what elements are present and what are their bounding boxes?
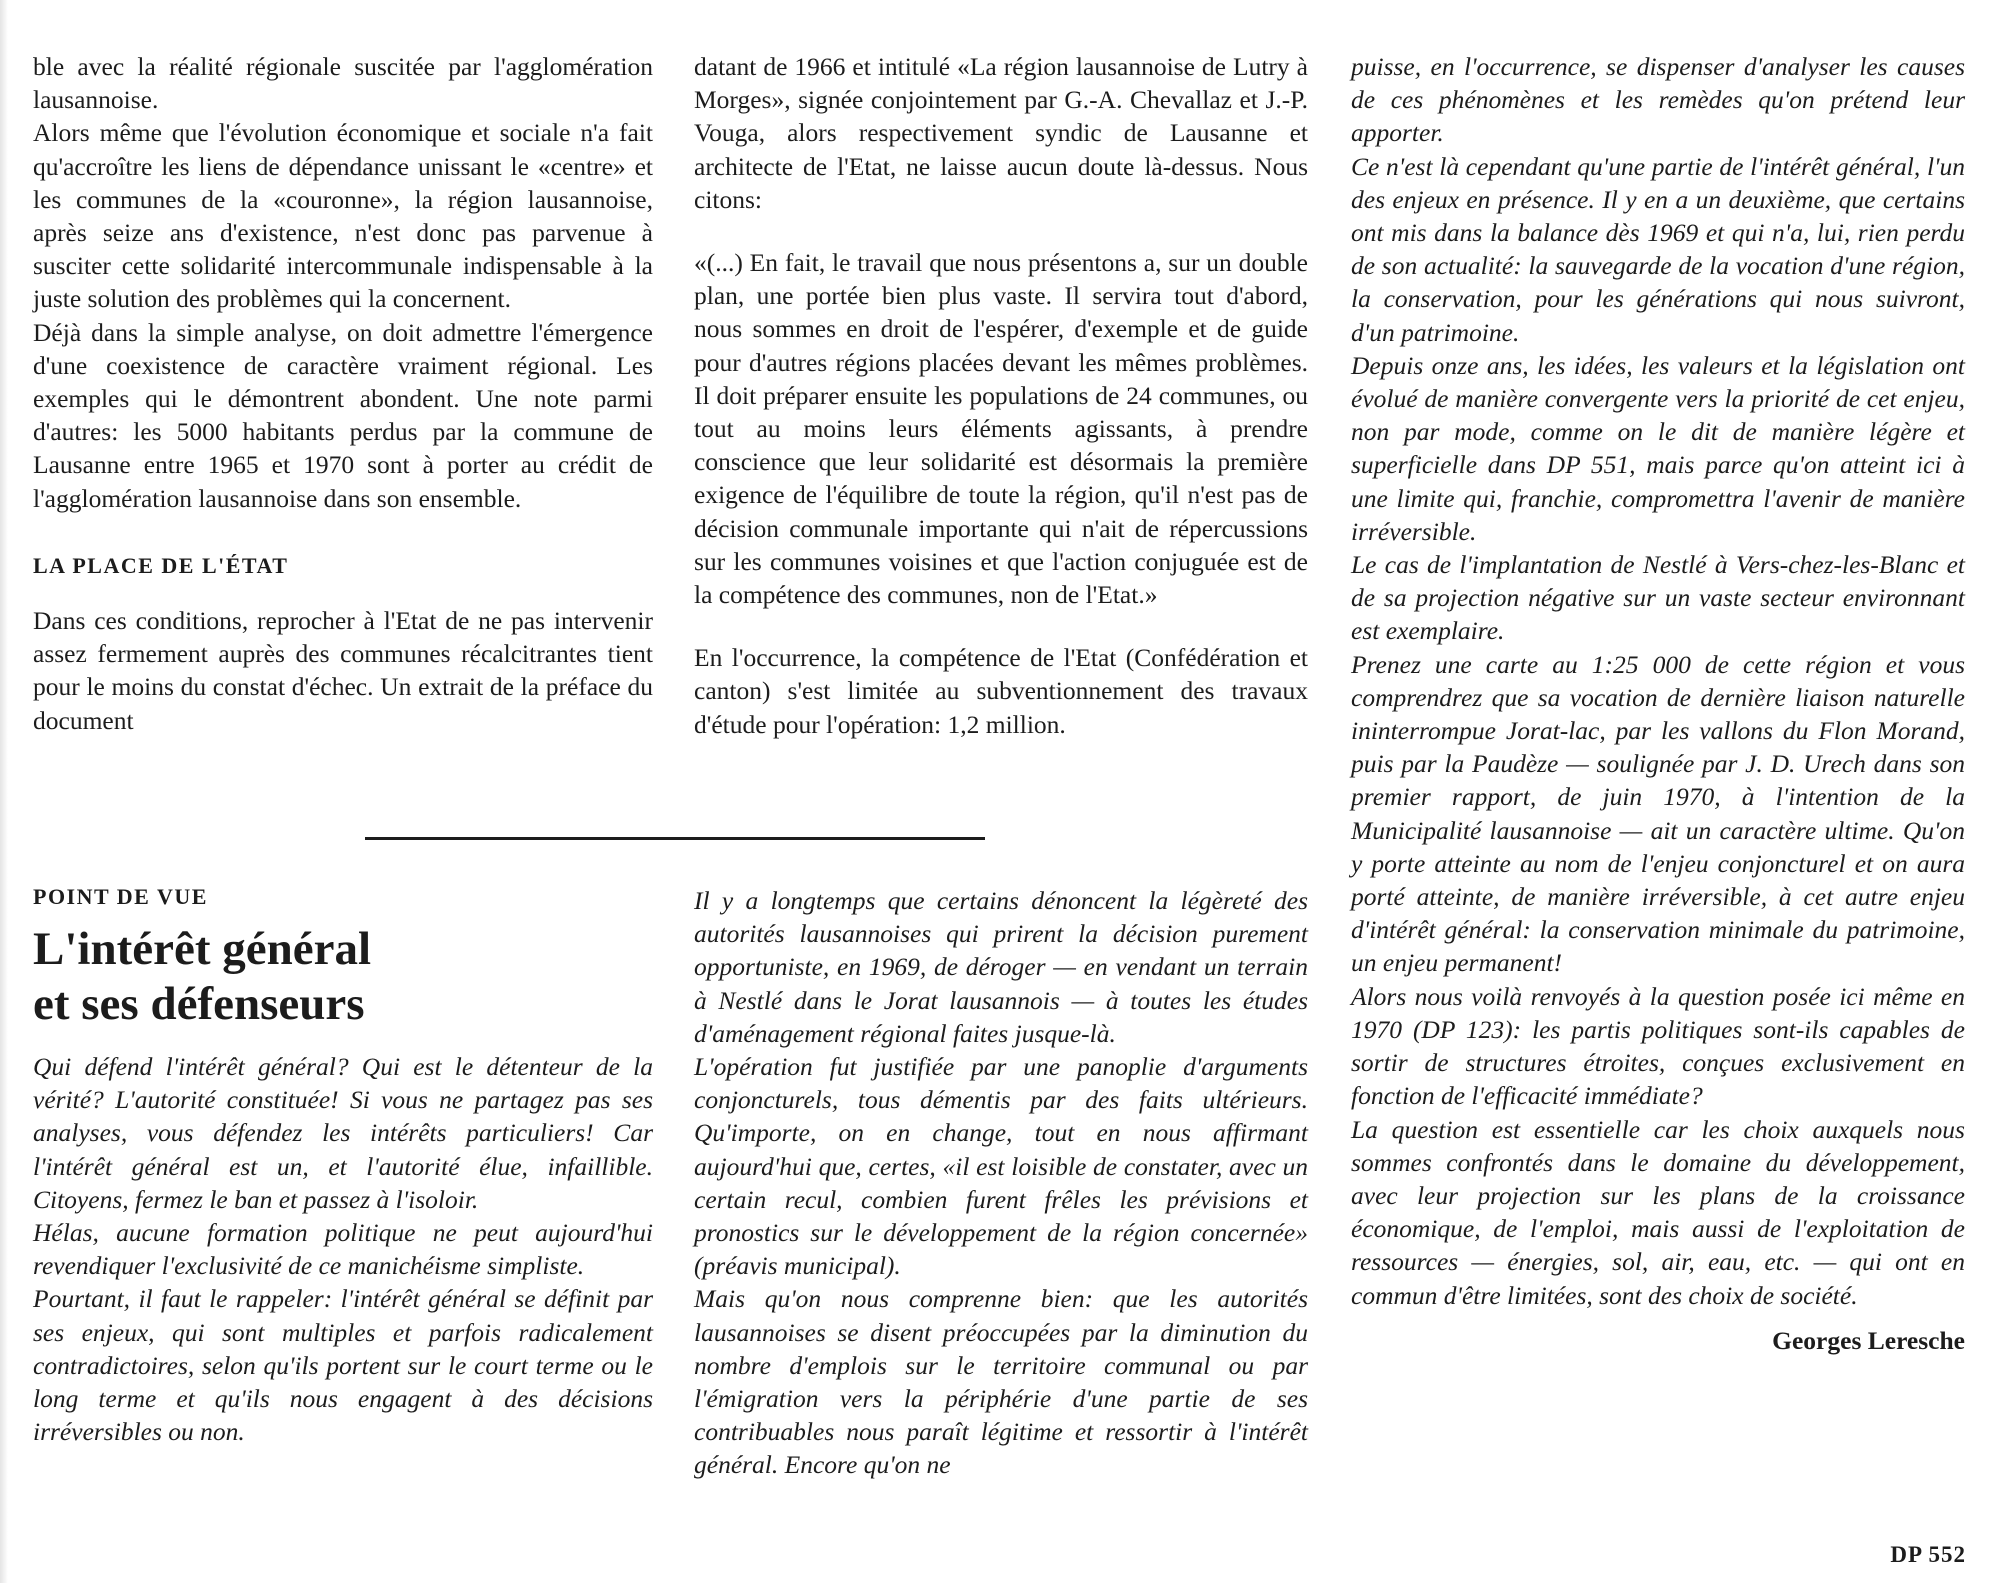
paragraph: datant de 1966 et intitulé «La région lausannoise de Lutry à Morges», signée conjointement par G.-A. Chevallaz et J.-P. Vouga, alors respectivement syndic de Lausanne et architecte de l'Etat, ne laisse aucun doute là-dessus. Nous citons: [694,52,1308,214]
title-line: et ses défenseurs [33,978,365,1030]
paragraph: Pourtant, il faut le rappeler: l'intérêt général se définit par ses enjeux, qui sont multiples et parfois radicalement contradictoires, selon qu'ils portent sur le court terme ou le long terme et qu'ils nous engagent à des décisions irréversibles ou non. [33,1284,653,1447]
title-line: L'intérêt général [33,923,372,975]
paragraph: Qui défend l'intérêt général? Qui est le détenteur de la vérité? L'autorité constituée! Si vous ne partagez pas ses analyses, vous défendez les intérêts particuliers! Car l'intérêt général est un, et l'autorité élue, infaillible. Citoyens, fermez le ban et passez à l'isoloir. [33,1052,653,1214]
page-edge-shadow [0,0,8,1583]
top-column-1 [33,50,653,737]
paragraph: Mais qu'on nous comprenne bien: que les autorités lausannoises se disent préoccupées par la diminution du nombre d'emplois sur le territoire communal ou par l'émigration vers la périphérie d'une partie de ses contribuables nous paraît légitime et ressortir à l'intérêt général. Encore qu'on ne [694,1284,1308,1480]
paragraph: Déjà dans la simple analyse, on doit admettre l'émergence d'une coexistence de caractère vraiment régional. Les exemples qui le démontrent abondent. Une note parmi d'autres: les 5000 habitants perdus par la commune de Lausanne entre 1965 et 1970 sont à porter au crédit de l'agglomération lausannoise dans son ensemble. [33,317,653,513]
top-column-2 [694,50,1308,741]
article-column-2 [694,884,1308,1482]
paragraph: Hélas, aucune formation politique ne peut aujourd'hui revendiquer l'exclusivité de ce manichéisme simpliste. [33,1218,653,1281]
article-column-3 [1351,50,1965,1357]
paragraph: Depuis onze ans, les idées, les valeurs et la législation ont évolué de manière convergente vers la priorité de cet enjeu, non par mode, comme on le dit de manière légère et superficielle dans DP 551, mais parce qu'on atteint ici à une limite qui, franchie, compromettra l'avenir de manière irréversible. [1351,350,1965,546]
paragraph: Il y a longtemps que certains dénoncent la légèreté des autorités lausannoises qui prirent la décision purement opportuniste, en 1969, de déroger — en vendant un terrain à Nestlé dans le Jorat lausannois — à toutes les études d'aménagement régional faites jusque-là. [694,886,1308,1048]
article-title [33,922,673,1032]
paragraph: ble avec la réalité régionale suscitée par l'agglomération lausannoise. [33,52,653,115]
quotation: «(...) En fait, le travail que nous présentons a, sur un double plan, une portée bien plus vaste. Il servira tout d'abord, nous sommes en droit de l'espérer, d'exemple et de guide pour d'autres régions placées devant les mêmes problèmes. Il doit préparer ensuite les populations de 24 communes, ou tout au moins leurs éléments agissants, à prendre conscience que leur solidarité est désormais la première exigence de l'équilibre de toute la région, qu'il n'est pas de décision communale importante qui n'ait de répercussions sur les communes voisines et que l'action conjuguée est de la compétence des communes, non de l'Etat.» [694,248,1308,610]
paragraph: Prenez une carte au 1:25 000 de cette région et vous comprendrez que sa vocation de dernière liaison naturelle ininterrompue Jorat-lac, par les vallons du Flon Morand, puis par la Paudèze — soulignée par J. D. Urech dans son premier rapport, de juin 1970, à l'intention de la Municipalité lausannoise — ait un caractère ultime. Qu'on y porte atteinte au nom de l'enjeu conjoncturel et on aura porté atteinte, de manière irréversible, à cet autre enjeu d'intérêt général: la conservation minimale du patrimoine, un enjeu permanent! [1351,649,1965,978]
article-kicker: POINT DE VUE [33,884,208,909]
paragraph: L'opération fut justifiée par une panoplie d'arguments conjoncturels, tous démentis par des faits ultérieurs. Qu'importe, on en change, tout en nous affirmant aujourd'hui que, certes, «il est loisible de constater, avec un certain recul, combien furent frêles les prévisions et pronostics sur le développement de la région concernée» (préavis municipal). [694,1052,1308,1281]
paragraph: Le cas de l'implantation de Nestlé à Vers-chez-les-Blanc et de sa projection négative sur un vaste secteur environnant est exemplaire. [1351,550,1965,646]
section-heading: LA PLACE DE L'ÉTAT [33,552,289,578]
paragraph: Alors nous voilà renvoyés à la question posée ici même en 1970 (DP 123): les partis politiques sont-ils capables de sortir de structures étroites, conçues exclusivement en fonction de l'efficacité immédiate? [1351,981,1965,1111]
author-signature: Georges Leresche [1772,1325,1965,1355]
separator-rule [365,837,985,840]
paragraph: La question est essentielle car les choix auxquels nous sommes confrontés dans le domaine du développement, avec leur projection sur les plans de la croissance économique, de l'emploi, mais aussi de l'exploitation de ressources — énergies, sol, air, eau, etc. — qui ont en commun d'être limitées, sont des choix de société. [1351,1114,1965,1310]
paragraph: Dans ces conditions, reprocher à l'Etat de ne pas intervenir assez fermement auprès des communes récalcitrantes tient pour le moins du constat d'échec. Un extrait de la préface du document [33,606,653,735]
paragraph: Ce n'est là cependant qu'une partie de l'intérêt général, l'un des enjeux en présence. Il y en a un deuxième, que certains ont mis dans la balance dès 1969 et qui n'a, lui, rien perdu de son actualité: la sauvegarde de la vocation d'une région, la conservation, pour les générations qui nous suivront, d'un patrimoine. [1351,151,1965,347]
paragraph: En l'occurrence, la compétence de l'Etat (Confédération et canton) s'est limitée au subventionnement des travaux d'étude pour l'opération: 1,2 million. [694,643,1308,739]
issue-number: DP 552 [1890,1542,1966,1567]
article-column-1 [33,1050,653,1448]
paragraph: puisse, en l'occurrence, se dispenser d'analyser les causes de ces phénomènes et les remèdes qu'on prétend leur apporter. [1351,52,1965,148]
paragraph: Alors même que l'évolution économique et sociale n'a fait qu'accroître les liens de dépendance unissant le «centre» et les communes de la «couronne», la région lausannoise, après seize ans d'existence, n'est donc pas parvenue à susciter cette solidarité intercommunale indispensable à la juste solution des problèmes qui la concernent. [33,118,653,314]
